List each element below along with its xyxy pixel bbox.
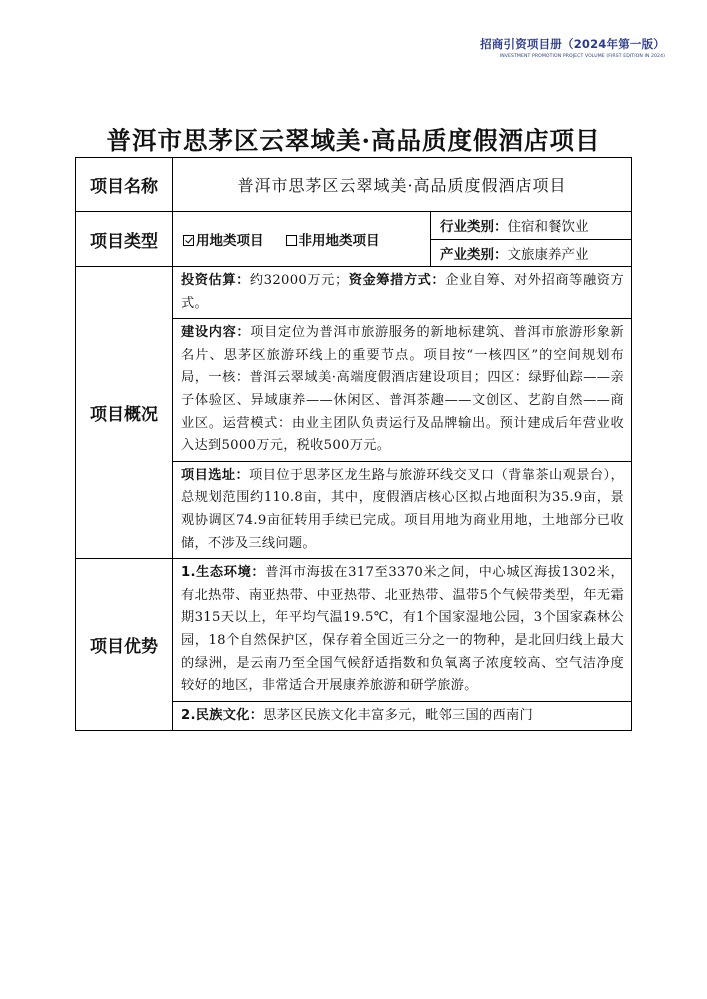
project-name-label: 项目名称 (76, 158, 173, 212)
funding-key: 资金筹措方式： (348, 273, 446, 288)
project-type-row (76, 212, 632, 267)
construction-text: 项目定位为普洱市旅游服务的新地标建筑、普洱市旅游形象新名片、思茅区旅游环线上的重要节点。项目按“一核四区”的空间规划布局，一核：普洱云翠域美·高端度假酒店建设项目；四区：绿野仙踪——亲子体验区、异域康养——休闲区、普洱茶趣——文创区、艺韵自然——商业区。运营模式：由业主团队负责运行及品牌输出。预计建成后年营业收入达到5000万元，税收500万元。 (181, 325, 624, 454)
investment-text: 约32000万元； (249, 273, 349, 288)
advantage-label: 项目优势 (76, 559, 173, 731)
volume-title-cn: 招商引资项目册（2024年第一版） (480, 37, 665, 51)
industry-key: 行业类别： (440, 219, 508, 236)
culture-key: 2.民族文化： (181, 707, 264, 723)
land-use-option (183, 229, 264, 249)
land-use-option-label: 用地类项目 (196, 233, 264, 249)
project-name-row (76, 158, 632, 212)
project-type-label: 项目类型 (76, 212, 173, 267)
site-key: 项目选址： (181, 467, 250, 483)
advantage-row-ecology (76, 559, 632, 702)
investment-cell (173, 267, 632, 319)
page-title: 普洱市思茅区云翠域美·高品质度假酒店项目 (106, 126, 601, 155)
non-land-use-option (286, 229, 380, 249)
category-block (431, 212, 631, 266)
investment-key: 投资估算： (181, 273, 250, 288)
checked-box-icon (183, 235, 194, 246)
overview-label: 项目概况 (76, 267, 173, 559)
ecology-text: 普洱市海拔在317至3370米之间，中心城区海拔1302米，有北热带、南亚热带、中亚热带、北亚热带、温带5个气候带类型，年无霜期315天以上，年平均气温19.5℃，有1个国家湿地公园，3个国家森林公园，18个自然保护区，保存着全国近三分之一的物种，是北回归线上最大的绿洲，是云南乃至全国气候舒适指数和负氧离子浓度较高、空气洁净度较好的地区，非常适合开展康养旅游和研学旅游。 (181, 565, 624, 694)
culture-text: 思茅区民族文化丰富多元，毗邻三国的西南门 (263, 707, 533, 723)
sector-value: 文旅康养产业 (507, 246, 589, 263)
industry-category (431, 212, 631, 239)
ecology-key: 1.生态环境： (181, 565, 266, 581)
site-text: 项目位于思茅区龙生路与旅游环线交叉口（背靠茶山观景台），总规划范围约110.8亩，其中，度假酒店核心区拟占地面积为35.9亩，景观协调区74.9亩征转用手续已完成。项目用地为商业用地，土地部分已收储，不涉及三线问题。 (181, 467, 624, 551)
ecology-cell (173, 559, 632, 702)
sector-key: 产业类别： (440, 246, 508, 263)
volume-header (480, 36, 665, 59)
construction-key: 建设内容： (181, 325, 251, 341)
project-info-table (75, 157, 632, 731)
site-cell (173, 461, 632, 558)
non-land-use-option-label: 非用地类项目 (298, 233, 380, 249)
unchecked-box-icon (286, 235, 297, 246)
funding-text: 企业自筹、对外招商等融资方式。 (181, 273, 624, 311)
project-name-value: 普洱市思茅区云翠域美·高品质度假酒店项目 (173, 158, 632, 212)
overview-row-investment (76, 267, 632, 319)
project-type-cell (173, 212, 632, 267)
industry-value: 住宿和餐饮业 (507, 219, 589, 236)
construction-cell (173, 319, 632, 462)
volume-title-en: INVESTMENT PROMOTION PROJECT VOLUME (FIRST EDITION IN 2024) (499, 54, 665, 59)
sector-category (431, 239, 631, 267)
project-type-options (173, 212, 431, 266)
culture-cell (173, 701, 632, 731)
